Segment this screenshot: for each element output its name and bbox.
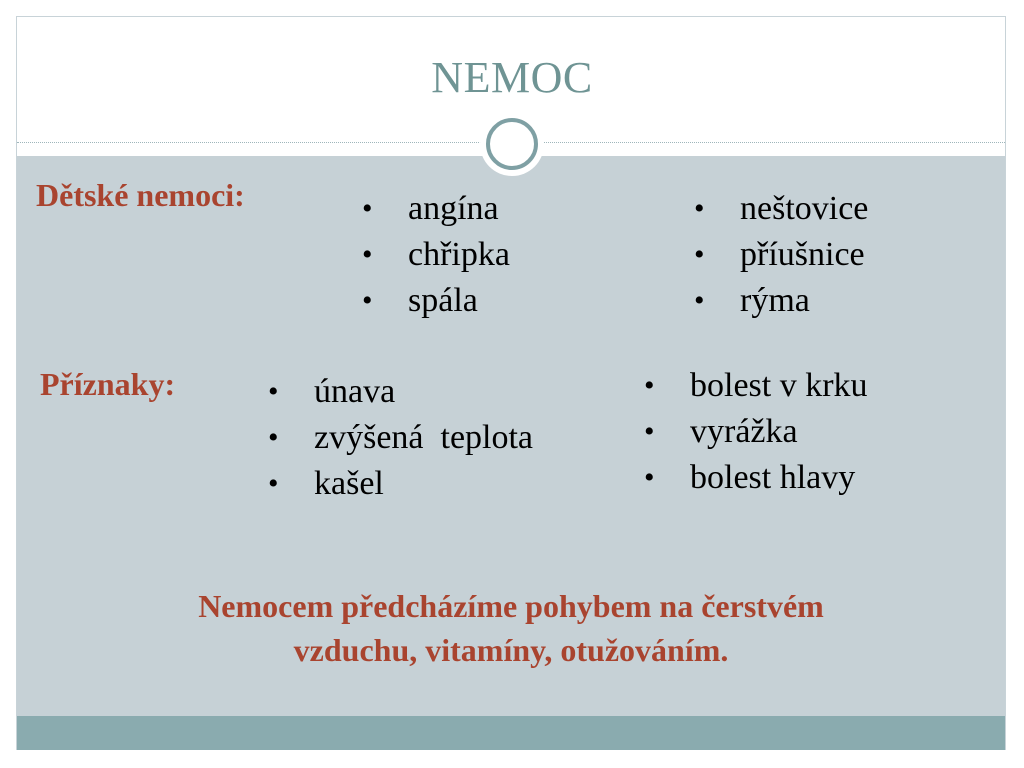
bullet-icon: • <box>268 421 279 454</box>
list-item-text: únava <box>314 373 396 410</box>
list-item <box>688 186 868 232</box>
list-item-text: zvýšená teplota <box>314 419 534 456</box>
list-item <box>638 409 868 455</box>
circle-ring <box>486 118 538 170</box>
childhood-diseases-label: Dětské nemoci: <box>36 177 245 213</box>
list-item <box>688 278 868 324</box>
bullet-icon: • <box>644 369 655 402</box>
childhood-diseases-list-right <box>688 186 868 324</box>
list-item-text: příušnice <box>740 236 865 273</box>
slide-title: NEMOC <box>431 53 593 102</box>
list-item <box>262 415 533 461</box>
childhood-diseases-list-left <box>356 186 510 324</box>
circle-ornament-icon <box>480 112 544 176</box>
bullet-icon: • <box>362 238 373 271</box>
list-item <box>262 369 533 415</box>
conclusion-text <box>17 584 1005 672</box>
bullet-icon: • <box>362 192 373 225</box>
bullet-icon: • <box>644 415 655 448</box>
list-item-text: chřipka <box>408 236 510 273</box>
bullet-icon: • <box>694 192 705 225</box>
list-item-text: rýma <box>740 282 810 319</box>
bullet-icon: • <box>644 461 655 494</box>
symptoms-list-right <box>638 363 868 501</box>
list-item-text: kašel <box>314 465 384 502</box>
bullet-icon: • <box>694 238 705 271</box>
conclusion-line-1: Nemocem předcházíme pohybem na čerstvém <box>198 588 824 624</box>
list-item <box>262 461 533 507</box>
list-item-text: bolest hlavy <box>690 459 856 496</box>
list-item-text: bolest v krku <box>690 367 868 404</box>
symptoms-label: Příznaky: <box>40 366 176 402</box>
symptoms-list-left <box>262 369 533 507</box>
bullet-icon: • <box>268 375 279 408</box>
bullet-icon: • <box>268 467 279 500</box>
bullet-icon: • <box>362 284 373 317</box>
slide-footer-bar <box>17 716 1005 750</box>
list-item <box>638 363 868 409</box>
list-item <box>356 278 510 324</box>
list-item <box>638 455 868 501</box>
bullet-icon: • <box>694 284 705 317</box>
list-item-text: neštovice <box>740 190 869 227</box>
conclusion-line-2: vzduchu, vitamíny, otužováním. <box>293 632 729 668</box>
list-item <box>356 186 510 232</box>
list-item-text: spála <box>408 282 478 319</box>
list-item <box>688 232 868 278</box>
list-item-text: vyrážka <box>690 413 798 450</box>
list-item <box>356 232 510 278</box>
list-item-text: angína <box>408 190 499 227</box>
